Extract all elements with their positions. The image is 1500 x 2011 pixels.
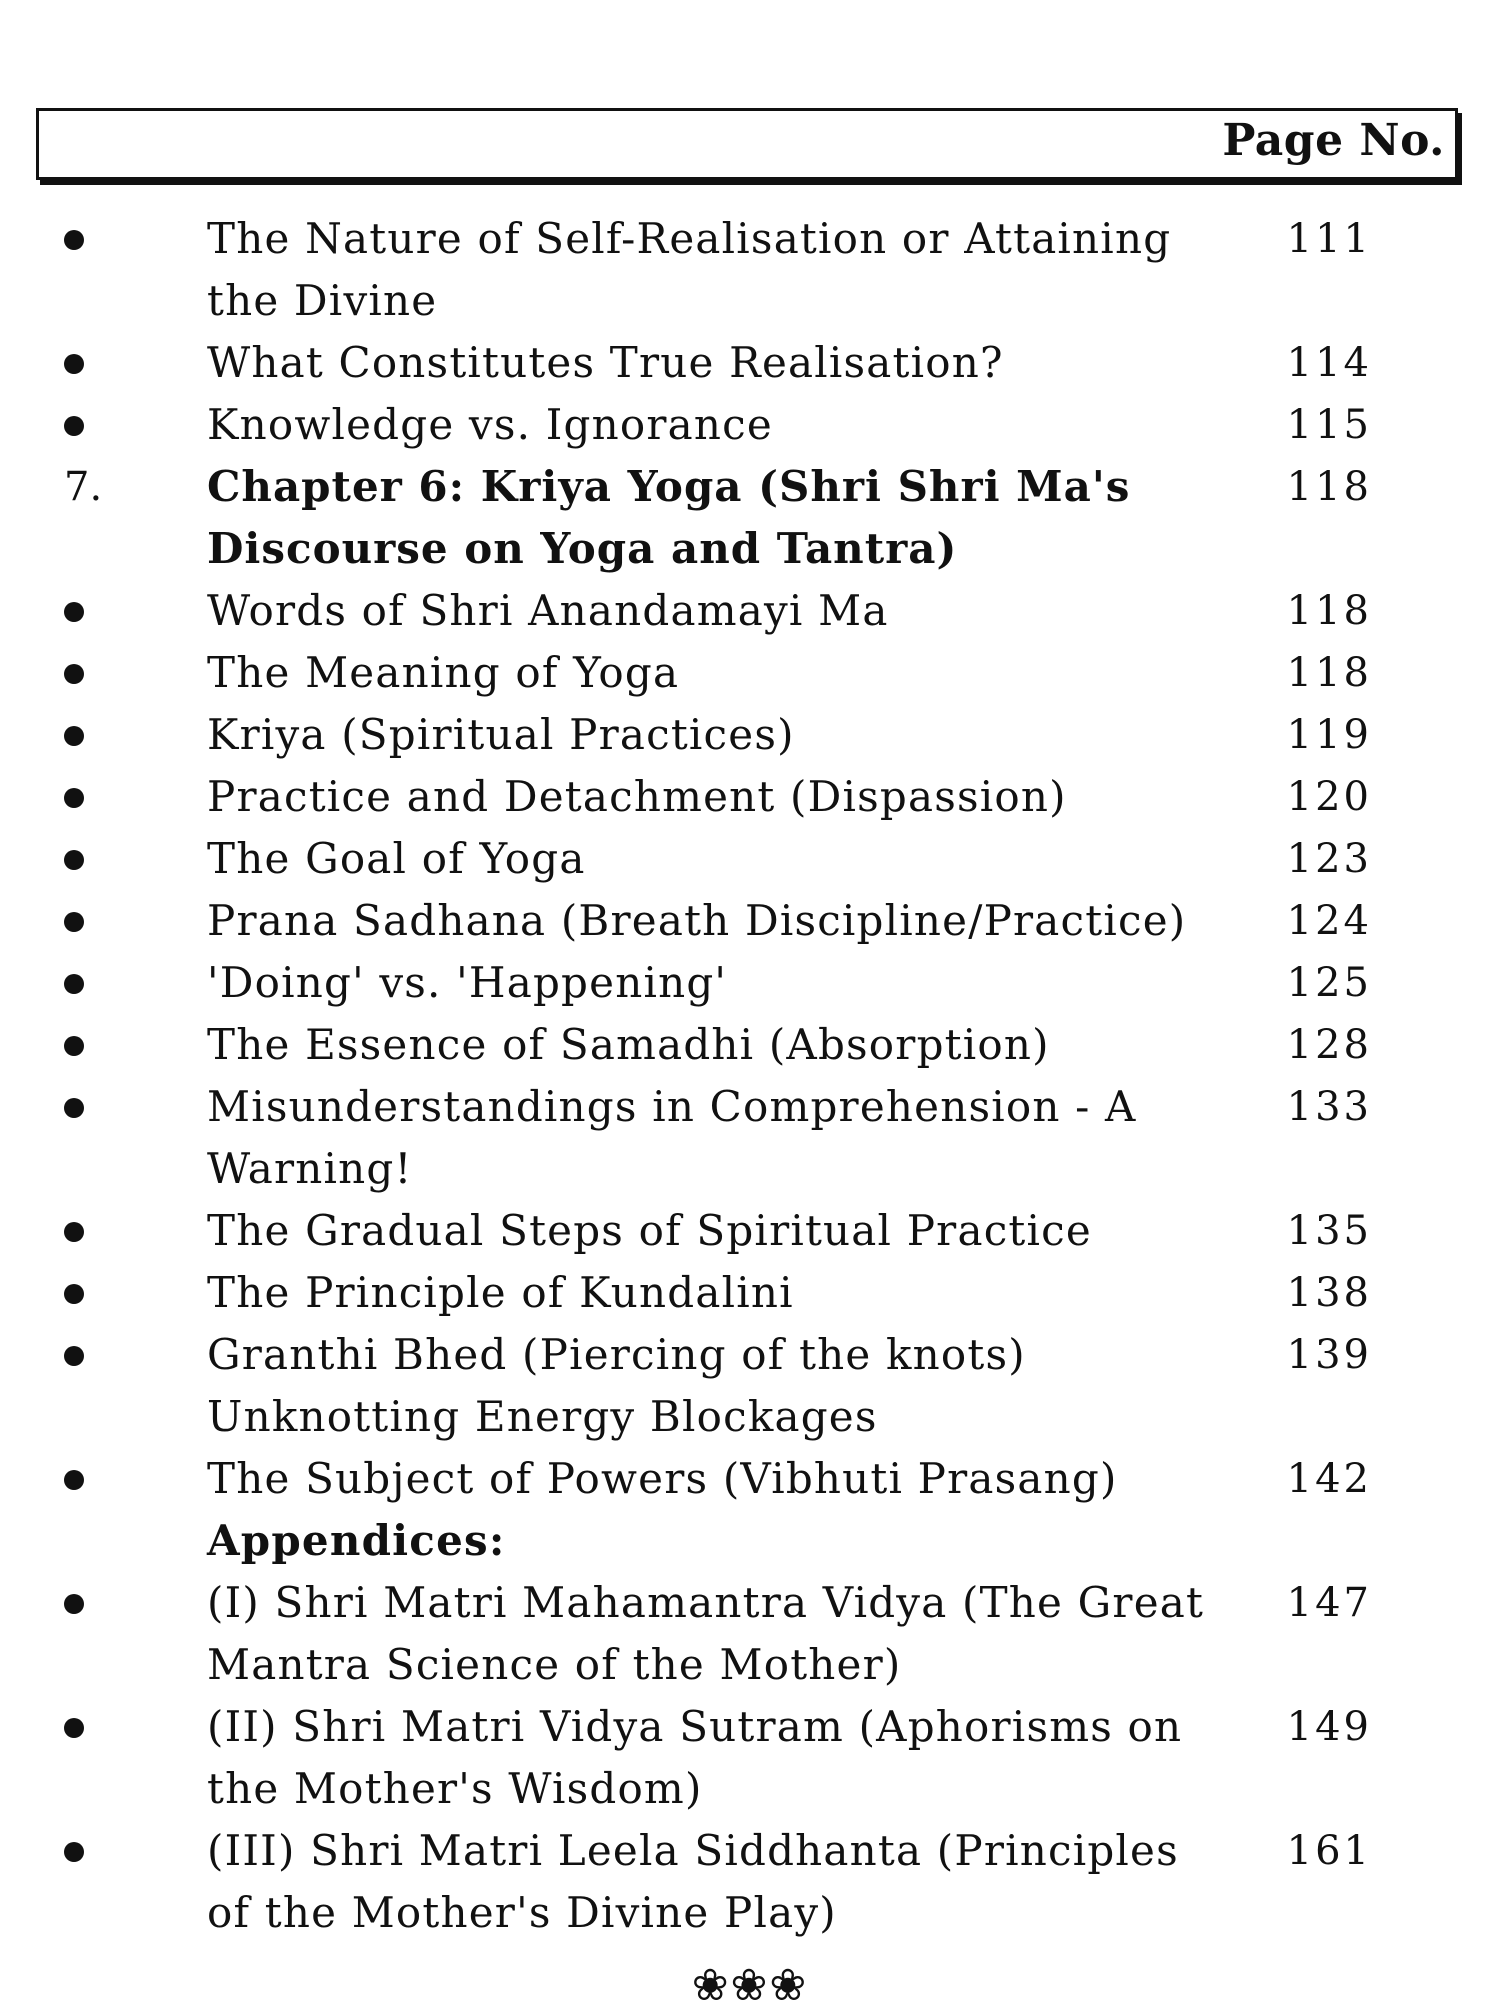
page-number: 133 xyxy=(1286,1084,1372,1130)
page-number: 124 xyxy=(1286,898,1372,944)
toc-entry xyxy=(0,1448,1500,1510)
page-number: 118 xyxy=(1286,464,1372,510)
toc-entry xyxy=(0,1820,1500,1944)
page-number: 119 xyxy=(1286,712,1372,758)
page-number: 120 xyxy=(1286,774,1372,820)
bullet-dot-icon xyxy=(64,974,84,994)
bullet-dot-icon xyxy=(64,1036,84,1056)
entry-title: What Constitutes True Realisation? xyxy=(207,338,1004,387)
toc-entry xyxy=(0,766,1500,828)
entry-title: The Goal of Yoga xyxy=(207,834,586,883)
toc-entry xyxy=(0,1262,1500,1324)
bullet-icon xyxy=(64,332,124,394)
toc-entry xyxy=(0,1014,1500,1076)
bullet-dot-icon xyxy=(64,1470,84,1490)
entry-title: Kriya (Spiritual Practices) xyxy=(207,710,795,759)
bullet-icon xyxy=(64,1448,124,1510)
section-heading xyxy=(0,1510,1500,1572)
page-number: 118 xyxy=(1286,588,1372,634)
page-number: 161 xyxy=(1286,1828,1372,1874)
toc-entry xyxy=(0,208,1500,332)
toc-entry xyxy=(0,704,1500,766)
bullet-icon xyxy=(64,1014,124,1076)
bullet-icon xyxy=(64,828,124,890)
bullet-icon xyxy=(64,642,124,704)
entry-title: Prana Sadhana (Breath Discipline/Practice) xyxy=(207,896,1187,945)
bullet-dot-icon xyxy=(64,602,84,622)
toc-entry xyxy=(0,1076,1500,1200)
bullet-icon xyxy=(64,1324,124,1386)
entry-title: Practice and Detachment (Dispassion) xyxy=(207,772,1067,821)
entry-number: 7. xyxy=(64,464,103,510)
toc-entry xyxy=(0,580,1500,642)
entry-title: Granthi Bhed (Piercing of the knots) Unknotting Energy Blockages xyxy=(207,1330,1026,1441)
page-number: 118 xyxy=(1286,650,1372,696)
entry-title: (I) Shri Matri Mahamantra Vidya (The Great Mantra Science of the Mother) xyxy=(207,1578,1205,1689)
entry-title: The Meaning of Yoga xyxy=(207,648,680,697)
toc-entry xyxy=(0,1696,1500,1820)
bullet-icon xyxy=(64,208,124,270)
entry-title: The Gradual Steps of Spiritual Practice xyxy=(207,1206,1092,1255)
bullet-icon xyxy=(64,952,124,1014)
toc-entry xyxy=(0,1200,1500,1262)
bullet-dot-icon xyxy=(64,230,84,250)
page-number: 138 xyxy=(1286,1270,1372,1316)
toc-entry xyxy=(0,952,1500,1014)
bullet-dot-icon xyxy=(64,850,84,870)
bullet-dot-icon xyxy=(64,726,84,746)
bullet-dot-icon xyxy=(64,354,84,374)
entry-title: Words of Shri Anandamayi Ma xyxy=(207,586,889,635)
page-no-label: Page No. xyxy=(1222,115,1445,166)
page-number: 111 xyxy=(1286,216,1372,262)
page-number: 149 xyxy=(1286,1704,1372,1750)
entry-title: 'Doing' vs. 'Happening' xyxy=(207,958,728,1007)
flower-ornament-icon: ❀❀❀ xyxy=(691,1960,809,2011)
entry-title: Knowledge vs. Ignorance xyxy=(207,400,773,449)
entry-title: The Essence of Samadhi (Absorption) xyxy=(207,1020,1050,1069)
bullet-icon xyxy=(64,1262,124,1324)
page-number: 147 xyxy=(1286,1580,1372,1626)
bullet-icon xyxy=(64,1076,124,1138)
toc-entry xyxy=(0,456,1500,580)
entry-title: The Nature of Self-Realisation or Attaining the Divine xyxy=(207,214,1172,325)
page-number: 125 xyxy=(1286,960,1372,1006)
bullet-dot-icon xyxy=(64,1222,84,1242)
page-number: 123 xyxy=(1286,836,1372,882)
bullet-dot-icon xyxy=(64,1594,84,1614)
bullet-dot-icon xyxy=(64,1346,84,1366)
entry-title: The Subject of Powers (Vibhuti Prasang) xyxy=(207,1454,1118,1503)
entry-title: Misunderstandings in Comprehension - A Warning! xyxy=(207,1082,1137,1193)
page-number: 128 xyxy=(1286,1022,1372,1068)
bullet-icon xyxy=(64,1696,124,1758)
bullet-icon xyxy=(64,890,124,952)
bullet-dot-icon xyxy=(64,664,84,684)
toc-entry xyxy=(0,1324,1500,1448)
page-number: 139 xyxy=(1286,1332,1372,1378)
bullet-icon xyxy=(64,1200,124,1262)
toc-entry xyxy=(0,890,1500,952)
entry-title: Chapter 6: Kriya Yoga (Shri Shri Ma's Discourse on Yoga and Tantra) xyxy=(207,462,1131,573)
entry-title: Appendices: xyxy=(207,1516,506,1565)
bullet-dot-icon xyxy=(64,1098,84,1118)
entry-title: The Principle of Kundalini xyxy=(207,1268,794,1317)
toc-entry xyxy=(0,332,1500,394)
bullet-dot-icon xyxy=(64,788,84,808)
bullet-icon xyxy=(64,394,124,456)
bullet-dot-icon xyxy=(64,1842,84,1862)
bullet-icon xyxy=(64,704,124,766)
toc-entry xyxy=(0,828,1500,890)
bullet-icon xyxy=(64,580,124,642)
bullet-icon xyxy=(64,1820,124,1882)
bullet-icon xyxy=(64,766,124,828)
bullet-dot-icon xyxy=(64,1284,84,1304)
table-of-contents xyxy=(0,208,1500,1944)
entry-title: (III) Shri Matri Leela Siddhanta (Principles of the Mother's Divine Play) xyxy=(207,1826,1179,1937)
bullet-dot-icon xyxy=(64,912,84,932)
toc-entry xyxy=(0,1572,1500,1696)
page-no-header-box xyxy=(36,108,1458,180)
page-number: 135 xyxy=(1286,1208,1372,1254)
page-number: 142 xyxy=(1286,1456,1372,1502)
bullet-icon xyxy=(64,1572,124,1634)
page-number: 115 xyxy=(1286,402,1372,448)
toc-entry xyxy=(0,642,1500,704)
entry-title: (II) Shri Matri Vidya Sutram (Aphorisms on the Mother's Wisdom) xyxy=(207,1702,1183,1813)
bullet-dot-icon xyxy=(64,1718,84,1738)
page-number: 114 xyxy=(1286,340,1372,386)
bullet-dot-icon xyxy=(64,416,84,436)
toc-entry xyxy=(0,394,1500,456)
